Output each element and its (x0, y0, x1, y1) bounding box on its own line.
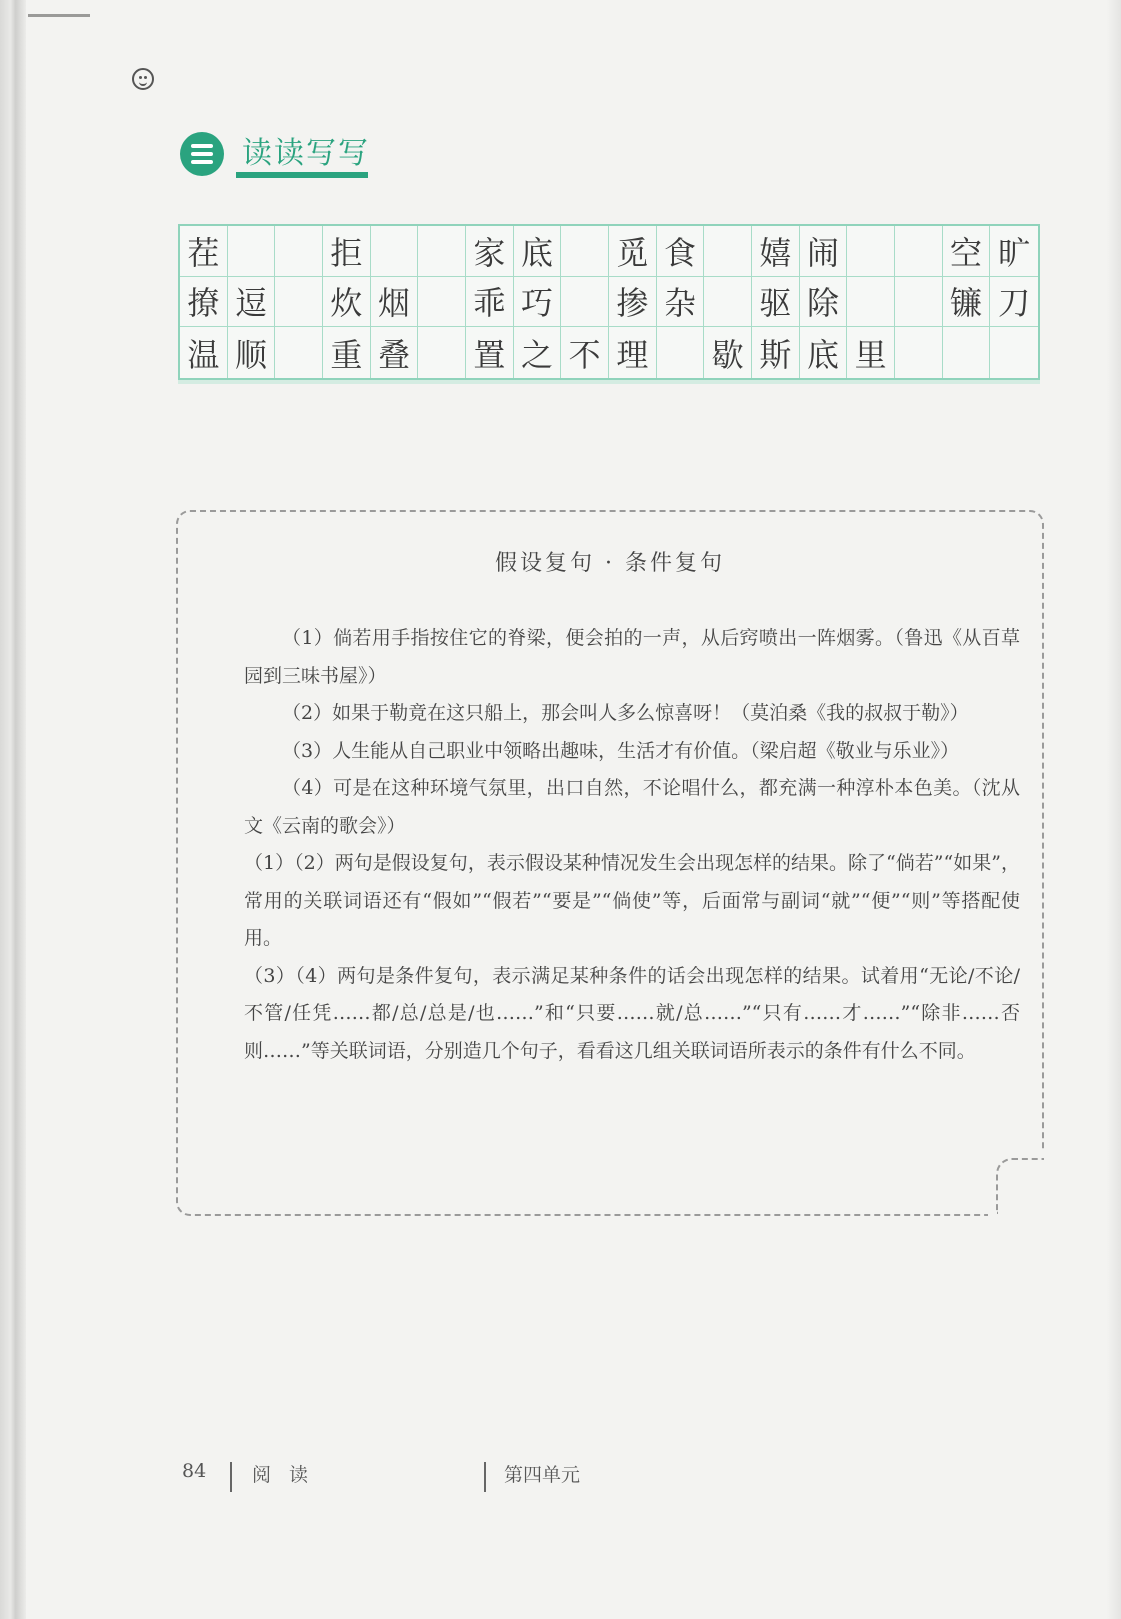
note-box-notch-border (996, 1158, 1044, 1214)
word-grid-cell (895, 277, 943, 328)
word-grid-cell: 理 (609, 327, 657, 378)
word-grid-cell: 乖 (466, 277, 514, 328)
note-body (244, 620, 1020, 1070)
word-grid-cell: 歇 (704, 327, 752, 378)
word-grid-cell: 除 (800, 277, 848, 328)
word-grid-cell: 温 (180, 327, 228, 378)
word-grid-cell: 空 (943, 226, 991, 277)
page-right-edge (1107, 0, 1121, 1619)
word-grid-cell: 斯 (752, 327, 800, 378)
top-rule (28, 14, 90, 17)
word-grid-cell: 闹 (800, 226, 848, 277)
word-grid-cell: 炊 (323, 277, 371, 328)
example-sentence-1: （1）倘若用手指按住它的脊梁，便会拍的一声，从后窍喷出一阵烟雾。（鲁迅《从百草园到三味书屋》） (244, 627, 1020, 687)
word-grid-cell: 拒 (323, 226, 371, 277)
word-grid-cell: 叠 (371, 327, 419, 378)
word-grid-cell: 底 (514, 226, 562, 277)
note-title: 假设复句 · 条件复句 (495, 551, 725, 576)
footer-unit-label: 第四单元 (504, 1464, 581, 1486)
word-grid-cell (371, 226, 419, 277)
word-grid-cell: 巧 (514, 277, 562, 328)
word-grid-cell: 旷 (990, 226, 1038, 277)
word-grid (178, 224, 1040, 380)
word-grid-cell (418, 226, 466, 277)
word-grid-cell (704, 277, 752, 328)
word-grid-cell (275, 277, 323, 328)
word-grid-cell: 之 (514, 327, 562, 378)
word-grid-cell: 撩 (180, 277, 228, 328)
word-grid-cell: 刀 (990, 277, 1038, 328)
footer-separator (484, 1462, 486, 1492)
word-grid-cell: 驱 (752, 277, 800, 328)
section-badge-icon (180, 132, 224, 176)
book-spine-edge (0, 0, 26, 1619)
word-grid-cell (418, 327, 466, 378)
word-grid-cell: 茬 (180, 226, 228, 277)
footer-section-label: 阅 读 (252, 1464, 315, 1486)
word-grid-cell (990, 327, 1038, 378)
word-grid-cell (847, 226, 895, 277)
word-grid-cell (895, 327, 943, 378)
word-grid-cell (943, 327, 991, 378)
word-grid-cell: 镰 (943, 277, 991, 328)
word-grid-cell (847, 277, 895, 328)
word-grid-cell: 置 (466, 327, 514, 378)
example-sentence-3: （3）人生能从自己职业中领略出趣味，生活才有价值。（梁启超《敬业与乐业》） (282, 739, 960, 762)
word-grid-cell: 家 (466, 226, 514, 277)
word-grid-cell (704, 226, 752, 277)
word-grid-cell (561, 277, 609, 328)
word-grid-cell: 杂 (657, 277, 705, 328)
word-grid-cell (418, 277, 466, 328)
explanation-conditional: （3）（4）两句是条件复句，表示满足某种条件的话会出现怎样的结果。试着用“无论/不论/不管/任凭……都/总/总是/也……”和“只要……就/总……”“只有……才……”“除非……否则……”等关联词语，分别造几个句子，看看这几组关联词语所表示的条件有什么不同。 (244, 964, 1020, 1062)
word-grid-cell: 重 (323, 327, 371, 378)
section-title-underline (236, 172, 368, 178)
word-grid-cell: 食 (657, 226, 705, 277)
word-grid-cell (895, 226, 943, 277)
word-grid-cell (657, 327, 705, 378)
word-grid-cell: 烟 (371, 277, 419, 328)
footer-separator (230, 1462, 232, 1492)
explanation-hypothetical: （1）（2）两句是假设复句，表示假设某种情况发生会出现怎样的结果。除了“倘若”“如果”，常用的关联词语还有“假如”“假若”“要是”“倘使”等，后面常与副词“就”“便”“则”等搭配使用。 (244, 852, 1020, 949)
example-sentence-4: （4）可是在这种环境气氛里，出口自然，不论唱什么，都充满一种淳朴本色美。（沈从文《云南的歌会》） (244, 777, 1020, 837)
example-sentence-2: （2）如果于勒竟在这只船上，那会叫人多么惊喜呀！（莫泊桑《我的叔叔于勒》） (282, 702, 969, 724)
word-grid-cell: 顺 (228, 327, 276, 378)
word-grid-cell: 觅 (609, 226, 657, 277)
word-grid-cell: 底 (800, 327, 848, 378)
word-grid-cell: 里 (847, 327, 895, 378)
word-grid-cell: 逗 (228, 277, 276, 328)
word-grid-cell (275, 226, 323, 277)
page-number: 84 (182, 1460, 207, 1482)
section-title: 读读写写 (242, 136, 370, 171)
word-grid-cell (561, 226, 609, 277)
word-grid-cell: 不 (561, 327, 609, 378)
word-grid-shadow (178, 380, 1040, 384)
smiley-icon (132, 68, 154, 90)
word-grid-cell: 掺 (609, 277, 657, 328)
word-grid-cell: 嬉 (752, 226, 800, 277)
word-grid-cell (275, 327, 323, 378)
word-grid-cell (228, 226, 276, 277)
